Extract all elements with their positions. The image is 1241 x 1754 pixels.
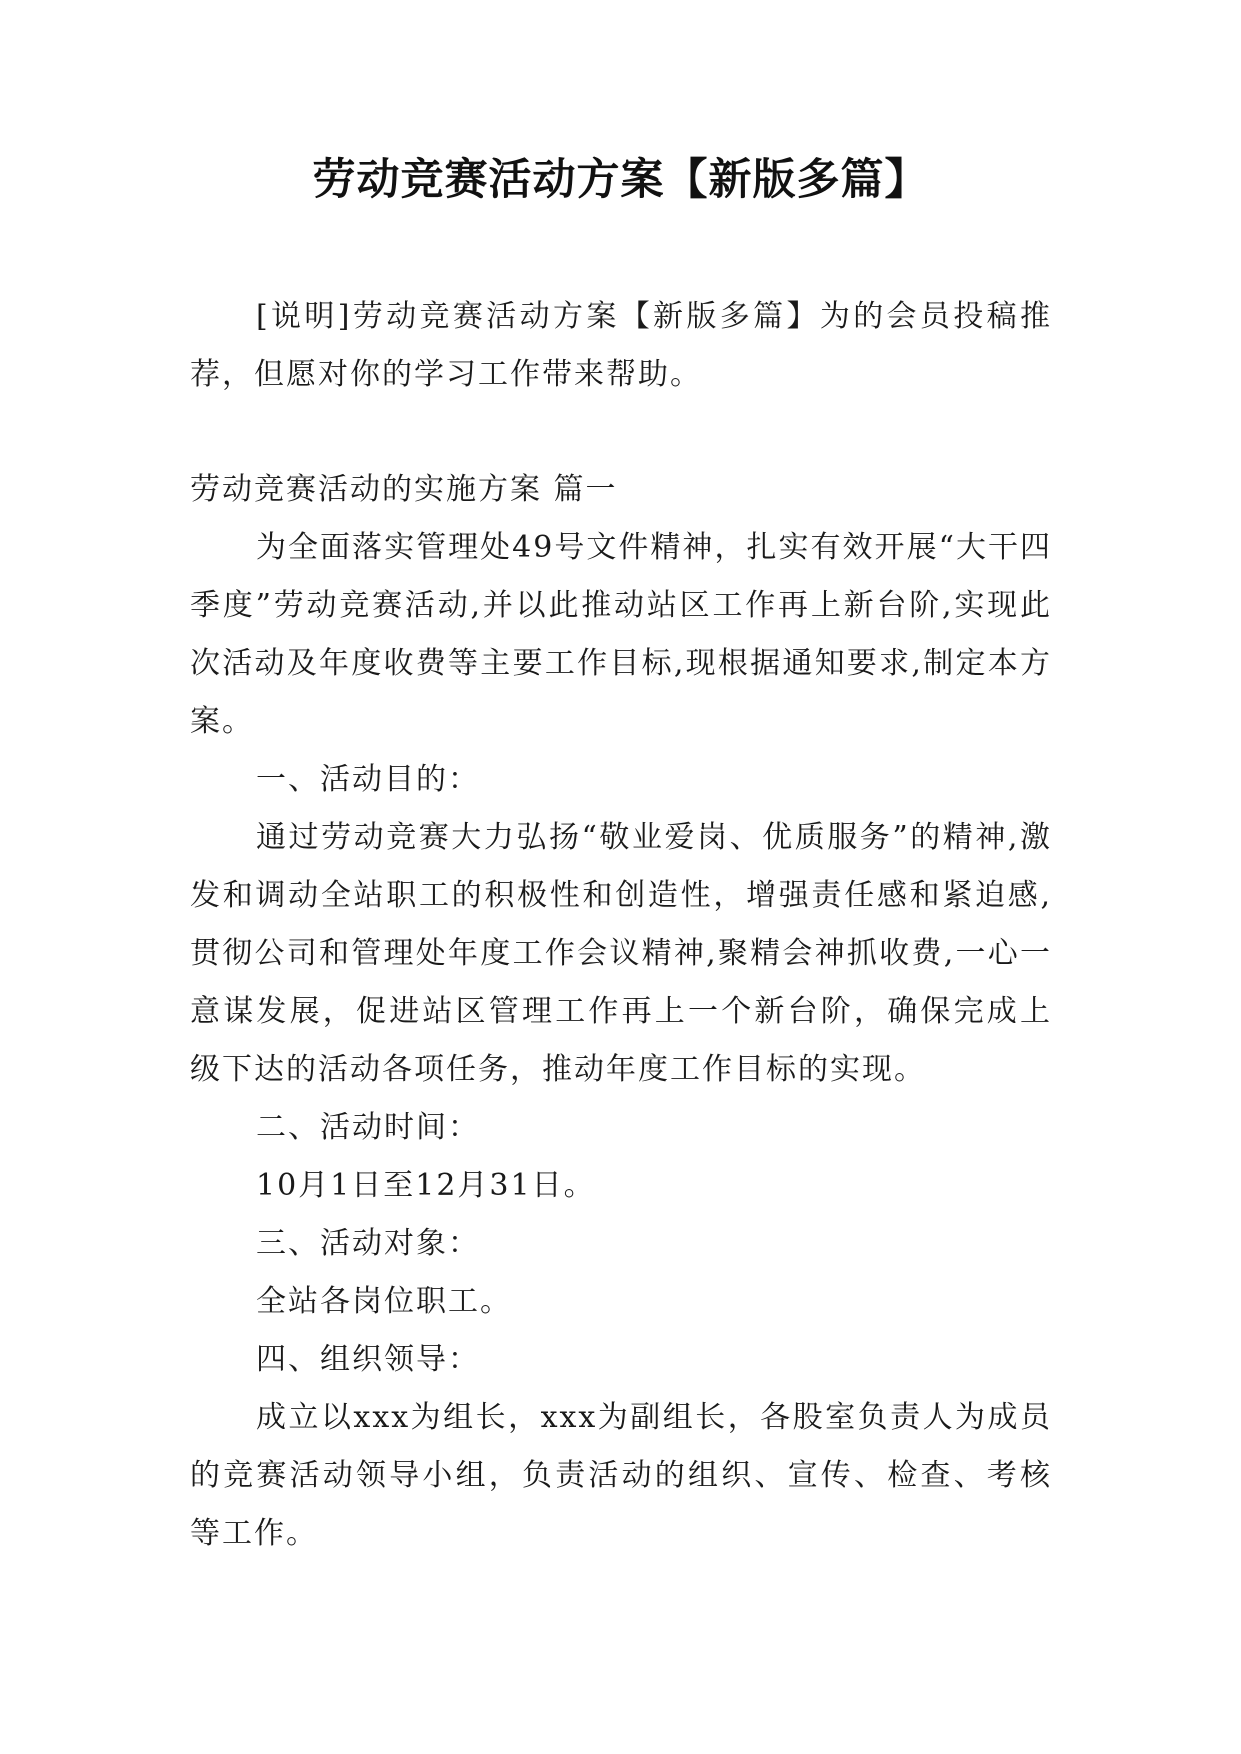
body-paragraph: 通过劳动竞赛大力弘扬“敬业爱岗、优质服务”的精神,激发和调动全站职工的积极性和创造性，增强责任感和紧迫感,贯彻公司和管理处年度工作会议精神,聚精会神抓收费,一心一意谋发展，促进站区管理工作再上一个新台阶，确保完成上级下达的活动各项任务，推动年度工作目标的实现。 <box>190 820 1052 1087</box>
document-title: 劳动竞赛活动方案【新版多篇】 <box>312 155 929 205</box>
note-paragraph: [说明]劳动竞赛活动方案【新版多篇】为的会员投稿推荐，但愿对你的学习工作带来帮助。 <box>190 299 1052 392</box>
section-heading: 劳动竞赛活动的实施方案 篇一 <box>190 472 618 507</box>
subheading-target: 三、活动对象： <box>256 1226 480 1261</box>
document-note <box>190 288 1052 404</box>
body-paragraph: 全站各岗位职工。 <box>256 1284 512 1319</box>
subheading-time: 二、活动时间： <box>256 1110 480 1145</box>
body-paragraph: 为全面落实管理处49号文件精神，扎实有效开展“大干四季度”劳动竞赛活动,并以此推动站区工作再上新台阶,实现此次活动及年度收费等主要工作目标,现根据通知要求,制定本方案。 <box>190 530 1052 739</box>
subheading-purpose: 一、活动目的： <box>256 762 480 797</box>
subheading-leadership: 四、组织领导： <box>256 1342 480 1377</box>
body-paragraph: 10月1日至12月31日。 <box>256 1168 596 1203</box>
document-section <box>190 461 1052 1563</box>
body-paragraph: 成立以xxx为组长，xxx为副组长，各股室负责人为成员的竞赛活动领导小组，负责活动的组织、宣传、检查、考核等工作。 <box>190 1400 1052 1551</box>
